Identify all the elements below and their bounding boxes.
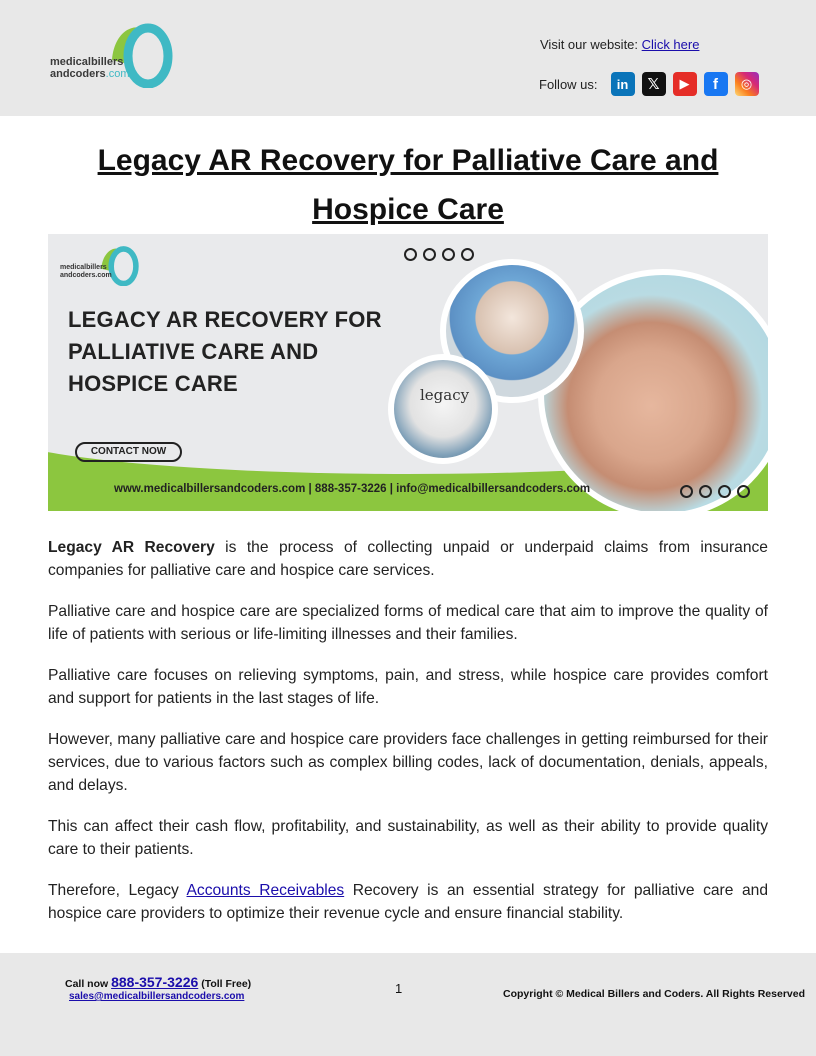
paragraph: Therefore, Legacy Accounts Receivables Recovery is an essential strategy for palliative care and hospice care providers to optimize their revenue cycle and ensure financial stability. <box>48 882 769 922</box>
banner-heading: LEGACY AR RECOVERY FOR PALLIATIVE CARE AND HOSPICE CARE <box>68 307 382 396</box>
contact-now-button[interactable]: CONTACT NOW <box>75 442 182 462</box>
paragraph: Legacy AR Recovery is the process of collecting unpaid or underpaid claims from insurance companies for palliative care and hospice care services. <box>48 539 768 579</box>
instagram-icon[interactable]: ◎ <box>735 72 759 96</box>
paragraph: However, many palliative care and hospice care providers face challenges in getting reimbursed for their services, due to various factors such as complex billing codes, lack of documentation, denials, appeals, and delays. <box>48 731 768 794</box>
visit-website: Visit our website: Click here <box>540 37 700 52</box>
linkedin-icon[interactable]: in <box>611 72 635 96</box>
accounts-receivables-link[interactable]: Accounts Receivables <box>186 882 345 899</box>
hero-banner <box>48 234 768 511</box>
logo-text: medicalbillers andcoders.com <box>50 56 130 80</box>
x-icon[interactable]: 𝕏 <box>642 72 666 96</box>
page-footer <box>0 953 816 1056</box>
paragraph: Palliative care and hospice care are specialized forms of medical care that aim to improve the quality of life of patients with serious or life-limiting illnesses and their families. <box>48 603 768 643</box>
call-now: Call now 888-357-3226 (Toll Free) <box>65 974 252 990</box>
website-link[interactable]: Click here <box>641 37 700 52</box>
phone-link[interactable]: 888-357-3226 <box>111 974 199 990</box>
email-link[interactable]: sales@medicalbillersandcoders.com <box>69 991 245 1002</box>
follow-us: Follow us: in 𝕏 ▶ f ◎ <box>539 72 759 96</box>
paragraph: This can affect their cash flow, profitability, and sustainability, as well as their ability to provide quality care to their patients. <box>48 818 768 858</box>
decorative-dots-top <box>404 248 474 261</box>
paragraph: Palliative care focuses on relieving symptoms, pain, and stress, while hospice care provides comfort and support for patients in the last stages of life. <box>48 667 768 707</box>
company-logo[interactable] <box>48 20 183 88</box>
banner-contact-info: www.medicalbillersandcoders.com | 888-357-3226 | info@medicalbillersandcoders.com <box>114 483 591 495</box>
banner-logo: medicalbillers andcoders.com <box>60 244 140 286</box>
youtube-icon[interactable]: ▶ <box>673 72 697 96</box>
page-number: 1 <box>395 981 403 996</box>
article-body <box>48 536 768 943</box>
facebook-icon[interactable]: f <box>704 72 728 96</box>
decorative-dots-bottom <box>680 485 750 498</box>
page-header <box>0 0 816 116</box>
page-title: Legacy AR Recovery for Palliative Care and Hospice Care <box>97 144 719 226</box>
copyright: Copyright © Medical Billers and Coders. All Rights Reserved <box>503 988 805 1000</box>
legacy-word: legacy <box>420 386 470 404</box>
